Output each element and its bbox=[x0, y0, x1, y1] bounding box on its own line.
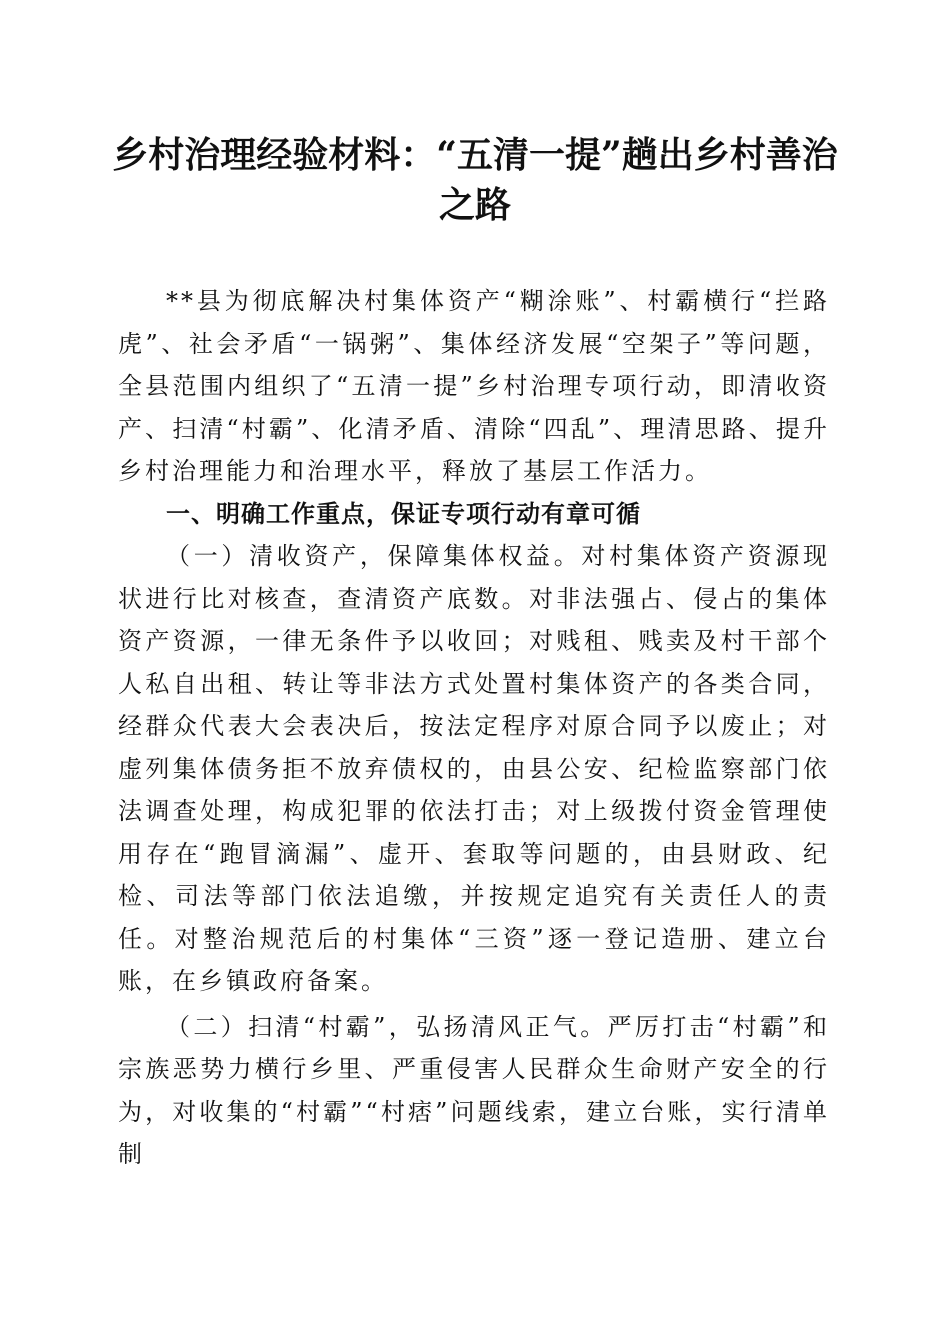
document-body bbox=[118, 280, 830, 1176]
document-title: 乡村治理经验材料：“五清一提”趟出乡村善治之路 bbox=[112, 134, 838, 226]
section-heading: 一、明确工作重点，保证专项行动有章可循 bbox=[166, 499, 641, 528]
paragraph-clear-assets: （一）清收资产，保障集体权益。对村集体资产资源现状进行比对核查，查清资产底数。对非法强占、侵占的集体资产资源，一律无条件予以收回；对贱租、贱卖及村干部个人私自出租、转让等非法方式处置村集体资产的各类合同，经群众代表大会表决后，按法定程序对原合同予以废止；对虚列集体债务拒不放弃债权的，由县公安、纪检监察部门依法调查处理，构成犯罪的依法打击；对上级拨付资金管理使用存在“跑冒滴漏”、虚开、套取等问题的，由县财政、纪检、司法等部门依法追缴，并按规定追究有关责任人的责任。对整治规范后的村集体“三资”逐一登记造册、建立台账，在乡镇政府备案。 bbox=[118, 542, 830, 995]
paragraph-clear-village-bullies: （二）扫清“村霸”，弘扬清风正气。严厉打击“村霸”和宗族恶势力横行乡里、严重侵害人民群众生命财产安全的行为，对收集的“村霸”“村痞”问题线索，建立台账，实行清单制 bbox=[118, 1012, 830, 1168]
intro-paragraph: **县为彻底解决村集体资产“糊涂账”、村霸横行“拦路虎”、社会矛盾“一锅粥”、集体经济发展“空架子”等问题，全县范围内组织了“五清一提”乡村治理专项行动，即清收资产、扫清“村霸”、化清矛盾、清除“四乱”、理清思路、提升乡村治理能力和治理水平，释放了基层工作活力。 bbox=[118, 287, 830, 485]
